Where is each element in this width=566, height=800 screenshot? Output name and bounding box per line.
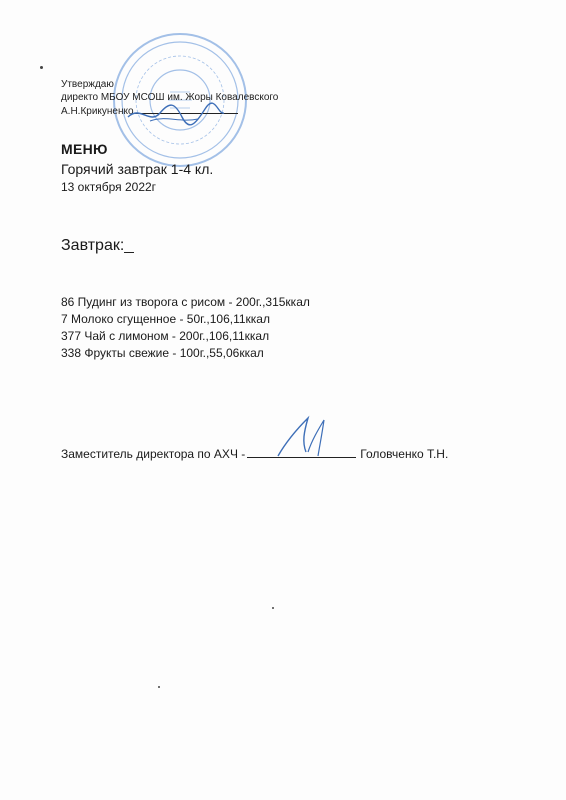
menu-item: 338 Фрукты свежие - 100г.,55,06ккал <box>61 346 264 360</box>
approval-heading: Утверждаю <box>61 79 114 90</box>
scan-speck <box>272 607 274 609</box>
meal-heading: Завтрак: <box>61 237 125 254</box>
menu-item: 86 Пудинг из творога с рисом - 200г.,315ккал <box>61 295 310 309</box>
scan-speck <box>158 686 160 688</box>
scan-speck <box>40 66 43 69</box>
menu-title: МЕНЮ <box>61 141 108 157</box>
footer-signature-row <box>61 447 448 461</box>
menu-items-list <box>61 294 310 362</box>
menu-date: 13 октября 2022г <box>61 180 157 194</box>
signature-line <box>247 447 356 458</box>
approver-name: А.Н.Крикуненко <box>61 106 134 117</box>
director-signature <box>120 95 230 135</box>
deputy-position: Заместитель директора по АХЧ - <box>61 447 246 461</box>
deputy-name: Головченко Т.Н. <box>360 447 449 461</box>
menu-subtitle: Горячий завтрак 1-4 кл. <box>61 161 214 177</box>
meal-underline <box>124 252 134 253</box>
menu-item: 7 Молоко сгущенное - 50г.,106,11ккал <box>61 312 270 326</box>
approver-position: директо МБОУ МСОШ им. Жоры Ковалевского <box>61 92 279 103</box>
menu-item: 377 Чай с лимоном - 200г.,106,11ккал <box>61 329 270 343</box>
